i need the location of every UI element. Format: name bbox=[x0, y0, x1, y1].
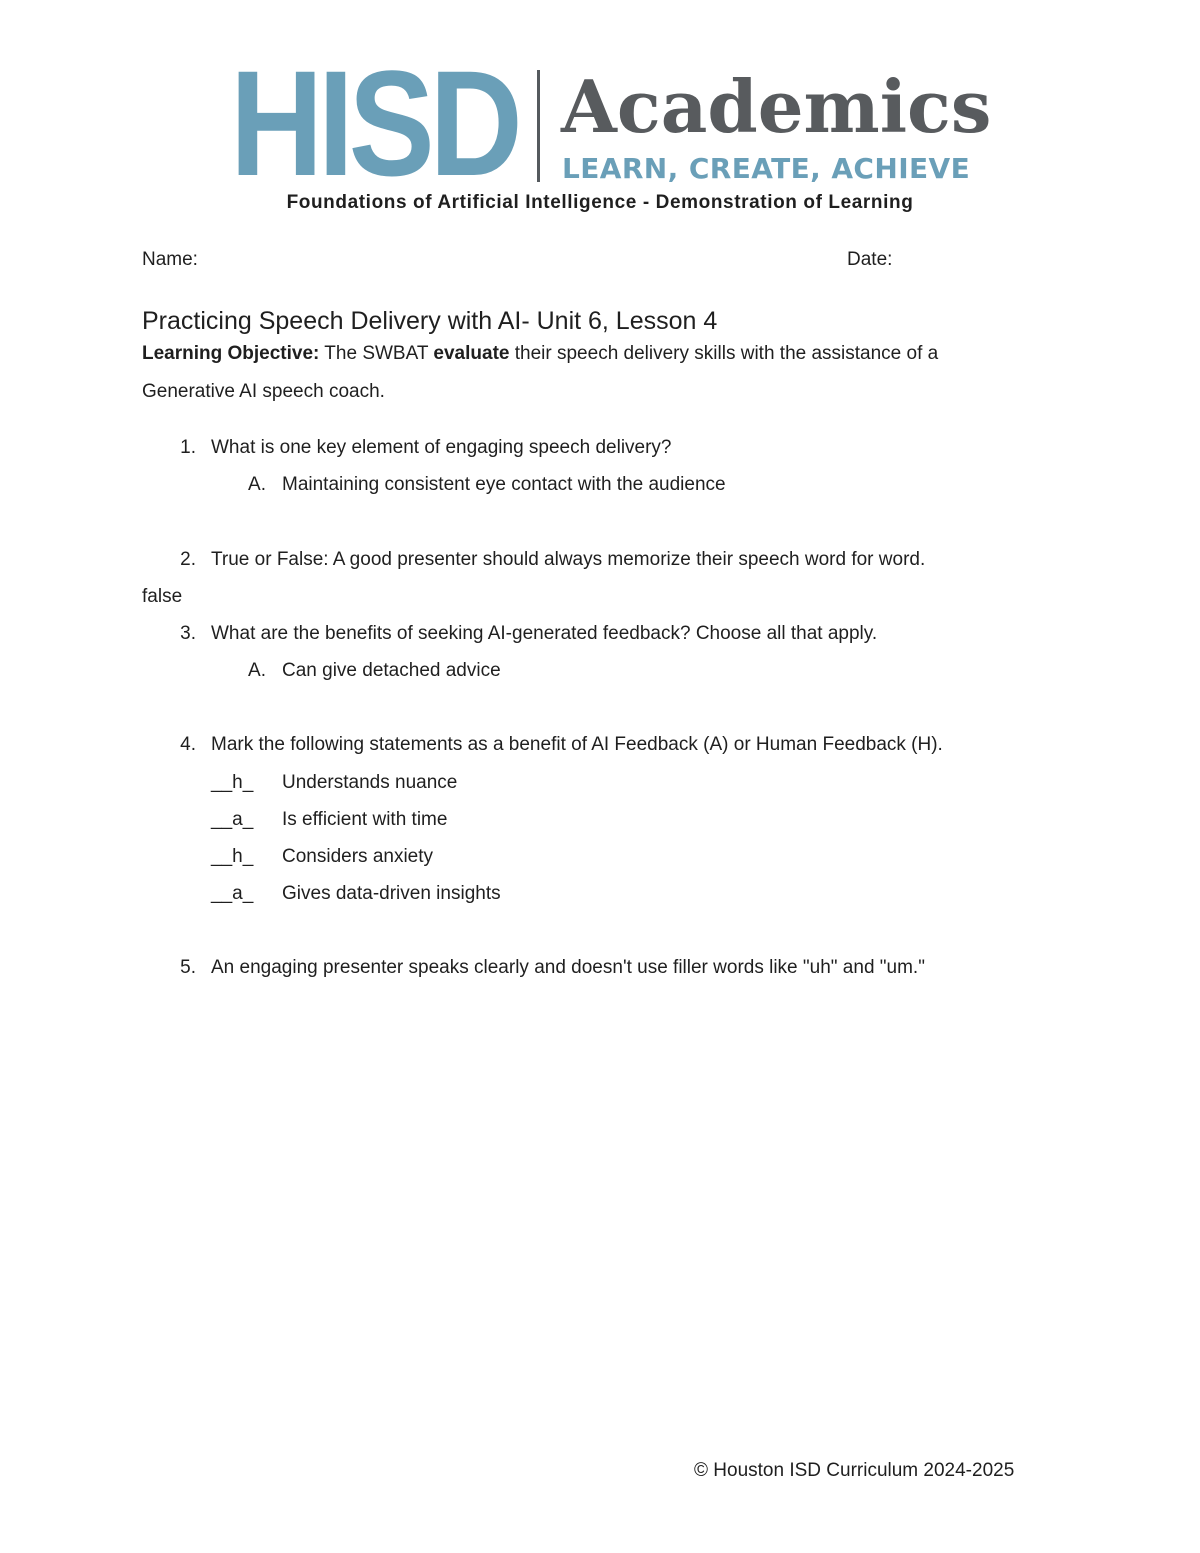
question-4-number: 4. bbox=[180, 734, 196, 755]
question-4-item-mark: __h_ bbox=[211, 772, 254, 793]
objective-continuation: Generative AI speech coach. bbox=[142, 381, 385, 402]
question-1-text: What is one key element of engaging speech delivery? bbox=[211, 437, 672, 458]
objective-text-2: their speech delivery skills with the assistance of a bbox=[509, 343, 939, 364]
lesson-title: Practicing Speech Delivery with AI- Unit 6, Lesson 4 bbox=[142, 307, 718, 335]
question-4-item-mark: __a_ bbox=[211, 809, 254, 830]
question-1-answer: Maintaining consistent eye contact with the audience bbox=[282, 474, 726, 495]
question-4-item-statement: Is efficient with time bbox=[282, 809, 448, 830]
objective-text-1: The SWBAT bbox=[319, 343, 434, 364]
name-label: Name: bbox=[142, 249, 198, 270]
question-3-text: What are the benefits of seeking AI-generated feedback? Choose all that apply. bbox=[211, 623, 878, 644]
logo-tagline: LEARN, CREATE, ACHIEVE bbox=[562, 152, 971, 185]
question-5-text: An engaging presenter speaks clearly and doesn't use filler words like "uh" and "um." bbox=[211, 957, 925, 978]
question-1-answer-marker: A. bbox=[248, 474, 266, 495]
hisd-logo-mark: HISD bbox=[230, 39, 518, 207]
course-title: Foundations of Artificial Intelligence - Demonstration of Learning bbox=[286, 192, 914, 213]
question-2-text: True or False: A good presenter should always memorize their speech word for word. bbox=[211, 549, 926, 570]
question-4-text: Mark the following statements as a benefit of AI Feedback (A) or Human Feedback (H). bbox=[211, 734, 943, 755]
objective-label: Learning Objective: bbox=[142, 343, 320, 364]
learning-objective bbox=[142, 342, 938, 366]
logo-divider bbox=[537, 70, 540, 182]
question-2-answer: false bbox=[142, 586, 183, 607]
question-1-number: 1. bbox=[180, 437, 196, 458]
question-3-answer: Can give detached advice bbox=[282, 660, 501, 681]
question-4-item-statement: Considers anxiety bbox=[282, 846, 434, 867]
question-4-item-mark: __a_ bbox=[211, 883, 254, 904]
question-3-number: 3. bbox=[180, 623, 196, 644]
objective-emphasis: evaluate bbox=[433, 343, 510, 364]
question-5-number: 5. bbox=[180, 957, 196, 978]
question-4-item-statement: Gives data-driven insights bbox=[282, 883, 501, 904]
question-4-item-statement: Understands nuance bbox=[282, 772, 458, 793]
question-2-number: 2. bbox=[180, 549, 196, 570]
date-label: Date: bbox=[847, 249, 893, 270]
copyright-footer: © Houston ISD Curriculum 2024-2025 bbox=[694, 1460, 1015, 1481]
question-3-answer-marker: A. bbox=[248, 660, 266, 681]
question-4-item-mark: __h_ bbox=[211, 846, 254, 867]
logo-academics-wordmark: Academics bbox=[561, 64, 992, 149]
